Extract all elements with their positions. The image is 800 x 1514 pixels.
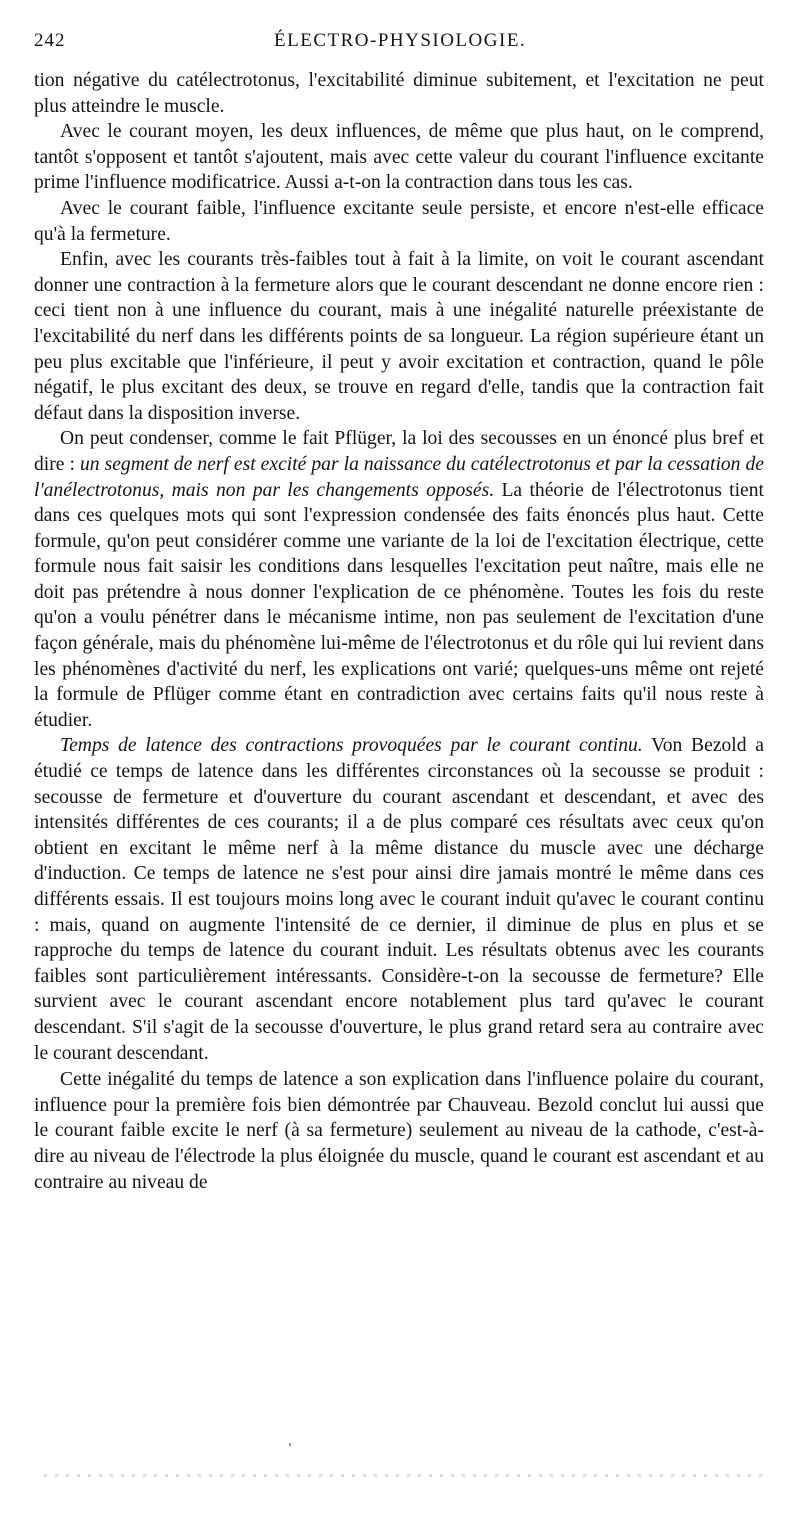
running-title: ÉLECTRO-PHYSIOLOGIE. xyxy=(274,30,527,51)
paragraph-7-text: Cette inégalité du temps de latence a son explication dans l'influence polaire du courant, influence pour la première fois bien démontrée par Chauveau. Bezold conclut lui aussi que le courant faible excite le nerf (à sa fermeture) seulement au niveau de la cathode, c'est-à-dire au niveau de l'électrode la plus éloignée du muscle, quand le courant est ascendant et au contraire au niveau de xyxy=(34,1069,764,1193)
paragraph-5 xyxy=(34,426,764,733)
paragraph-1 xyxy=(34,68,764,119)
paragraph-4 xyxy=(34,247,764,426)
paragraph-3-text: Avec le courant faible, l'influence excitante seule persiste, et encore n'est-elle efficace qu'à la fermeture. xyxy=(34,197,764,245)
paragraph-2 xyxy=(34,119,764,196)
book-page xyxy=(34,30,764,1195)
paragraph-6-text: Von Bezold a étudié ce temps de latence dans les différentes circonstances où la secousse se produit : secousse de fermeture et d'ouverture du courant ascendant et descendant, et avec des intensités différentes de ces courants; il a de plus comparé ces résultats avec ceux qu'on obtient en excitant le même nerf à la même distance du muscle avec une décharge d'induction. Ce temps de latence ne s'est pour ainsi dire jamais montré le même dans ces différents essais. Il est toujours moins long avec le courant induit qu'avec le courant continu : mais, quand on augmente l'intensité de ce dernier, il diminue de plus en plus et se rapproche du temps de latence du courant induit. Les résultats obtenus avec les courants faibles sont particulièrement intéressants. Considère-t-on la secousse de fermeture? Elle survient avec le courant ascendant encore notablement plus tard qu'avec le courant descendant. S'il s'agit de la secousse d'ouverture, le plus grand retard sera au contraire avec le courant descendant. xyxy=(34,735,764,1064)
section-heading-latence: Temps de latence des contractions provoquées par le courant continu. xyxy=(60,735,643,757)
paragraph-5-text-rest: La théorie de l'électrotonus tient dans ces quelques mots qui sont l'expression condensée des faits énoncés plus haut. Cette formule, qu'on peut considérer comme une variante de la loi de l'excitation électrique, cette formule nous fait saisir les conditions dans lesquelles l'excitation peut naître, mais elle ne doit pas prétendre à nous donner l'explication de ce phénomène. Toutes les fois du reste qu'on a voulu pénétrer dans le mécanisme intime, non pas seulement de l'excitation d'une façon générale, mais du phénomène lui-même de l'électrotonus et du rôle qui lui revient dans les phénomènes d'activité du nerf, les explications ont varié; quelques-uns même ont rejeté la formule de Pflüger comme étant en contradiction avec certains faits qu'il nous reste à étudier. xyxy=(34,479,764,731)
page-header xyxy=(34,30,764,60)
paragraph-7 xyxy=(34,1067,764,1195)
paragraph-4-text: Enfin, avec les courants très-faibles tout à fait à la limite, on voit le courant ascendant donner une contraction à la fermeture alors que le courant descendant ne donne encore rien : ceci tient non à une influence du courant, mais à une inégalité naturelle préexistante de l'excitabilité du nerf dans les différents points de sa longueur. La région supérieure étant un peu plus excitable que l'inférieure, il peut y avoir excitation et contraction, quand le pôle négatif, le plus excitant des deux, se trouve en regard d'elle, tandis que la contraction fait défaut dans la disposition inverse. xyxy=(34,249,764,424)
bleed-through-line xyxy=(44,1474,764,1477)
paragraph-5-italic-law: un segment de nerf est excité par la naissance du catélectrotonus et par la cessation de l'anélectrotonus, mais non par les changements opposés. xyxy=(34,453,764,501)
print-speck xyxy=(289,1443,291,1446)
paragraph-3 xyxy=(34,196,764,247)
page-number: 242 xyxy=(34,30,66,51)
paragraph-1-text: tion négative du catélectrotonus, l'excitabilité diminue subitement, et l'excitation ne peut plus atteindre le muscle. xyxy=(34,70,764,117)
paragraph-6 xyxy=(34,733,764,1066)
paragraph-5-text-intro: On peut condenser, comme le fait Pflüger, la loi des secousses en un énoncé plus bref et dire : xyxy=(34,428,764,475)
paragraph-2-text: Avec le courant moyen, les deux influences, de même que plus haut, on le comprend, tantôt s'opposent et tantôt s'ajoutent, mais avec cette valeur du courant l'influence excitante prime l'influence modificatrice. Aussi a-t-on la contraction dans tous les cas. xyxy=(34,121,764,194)
body-text xyxy=(34,68,764,1195)
